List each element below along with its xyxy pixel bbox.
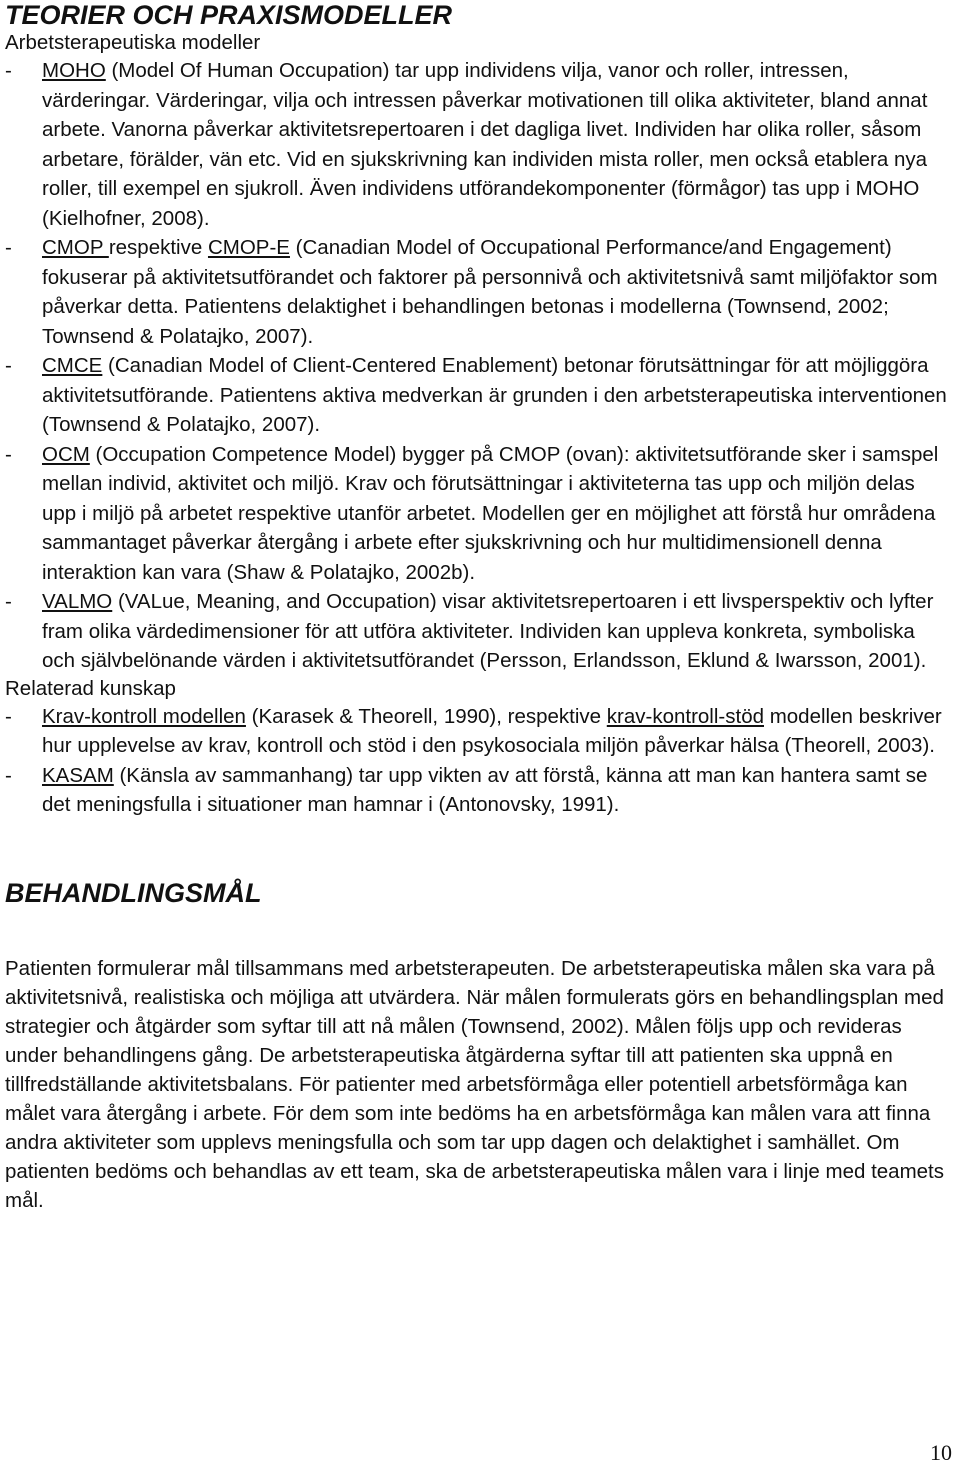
item-text: respektive [108, 236, 208, 259]
treatment-goals-paragraph: Patienten formulerar mål tillsammans med arbetsterapeuten. De arbetsterapeutiska målen ska vara på aktivitetsnivå, realistiska och möjliga att utvärdera. När målen formulerats görs en behandlingsplan med strategier och åtgärder som syftar till att nå målen (Townsend, 2002). Målen följs upp och revideras under behandlingens gång. De arbetsterapeutiska åtgärderna syftar till att patienten ska uppnå en tillfredställande aktivitetsbalans. För patienter med arbetsförmåga eller potentiell arbetsförmåga kan målet vara återgång i arbete. För dem som inte bedöms ha en arbetsförmåga kan målen vara att finna andra aktiviteter som upplevs meningsfulla och som tar upp dagen och delaktighet i samhället. Om patienten bedöms och behandlas av ett team, ska de arbetsterapeutiska målen vara i linje med teamets mål. [5, 956, 944, 1212]
list-dash: - [5, 354, 12, 377]
item-text: (Occupation Competence Model) bygger på CMOP (ovan): aktivitetsutförande sker i samspel mellan individ, aktivitet och miljö. Krav och förutsättningar i aktiviteterna tas upp och miljön delas upp i miljö på arbetet respektive utanför arbetet. Modellen ger en möjlighet att förstå hur områdena sammantaget påverkar återgång i arbete efter sjukskrivning och hur multidimensionell denna interaktion kan vara (Shaw & Polatajko, 2002b). [42, 442, 939, 584]
page-number: 10 [930, 1440, 952, 1465]
list-item-kasam [5, 761, 953, 820]
list-item-cmop [5, 233, 953, 351]
term-kasam: KASAM [42, 763, 114, 787]
subheading-related-knowledge: Relaterad kunskap [5, 676, 176, 700]
term-ocm: OCM [42, 442, 90, 466]
subheading-ot-models: Arbetsterapeutiska modeller [5, 31, 261, 54]
term-cmop: CMOP [42, 236, 109, 259]
item-text: modellen beskriver hur upplevelse av krav, kontroll och stöd i den psykosociala miljön påverkar hälsa (Theorell, 2003). [42, 704, 942, 757]
list-item-krav-kontroll [5, 702, 953, 761]
list-dash: - [5, 236, 12, 259]
term-moho: MOHO [42, 59, 106, 82]
term-krav-kontroll: Krav-kontroll modellen [42, 704, 246, 728]
list-dash: - [5, 59, 12, 82]
item-text: (Canadian Model of Client-Centered Enablement) betonar förutsättningar för att möjliggöra aktivitetsutförande. Patientens aktiva medverkan är grunden i den arbetsterapeutiska interventionen (Townsend & Polatajko, 2007). [42, 354, 947, 436]
document-page [5, 0, 953, 1215]
item-text: (Canadian Model of Occupational Performance/and Engagement) fokuserar på aktivitetsutförandet och faktorer på personnivå och aktivitetsnivå samt miljöfaktor som påverkar detta. Patientens delaktighet i behandlingen betonas i modellerna (Townsend, 2002; Townsend & Polatajko, 2007). [42, 236, 938, 348]
term-cmop-e: CMOP-E [207, 236, 290, 259]
list-item-ocm [5, 440, 953, 588]
item-text: (Model Of Human Occupation) tar upp individens vilja, vanor och roller, intressen, värderingar. Värderingar, vilja och intressen påverkar motivationen till olika aktiviteter, bland annat arbete. Vanorna påverkar aktivitetsrepertoaren i det dagliga livet. Individen har olika roller, såsom arbetare, förälder, vän etc. Vid en sjukskrivning kan individen mista roller, men också etablera nya roller, till exempel en sjukroll. Även individens utförandekomponenter (förmågor) tas upp i MOHO (Kielhofner, 2008). [42, 59, 928, 230]
list-item-cmce [5, 351, 953, 440]
term-valmo: VALMO [42, 590, 113, 613]
list-item-valmo [5, 587, 953, 676]
list-dash: - [5, 442, 12, 466]
section-title-theories: TEORIER OCH PRAXISMODELLER [5, 0, 453, 30]
item-text: (VALue, Meaning, and Occupation) visar aktivitetsrepertoaren i ett livsperspektiv och lyfter fram olika värdedimensioner för att utföra aktiviteter. Individen kan uppleva konkreta, symboliska och självbelönande värden i aktivitetsutförandet (Persson, Erlandsson, Eklund & Iwarsson, 2001). [42, 590, 934, 672]
item-text: (Karasek & Theorell, 1990), respektive [245, 704, 607, 728]
term-krav-kontroll-stod: krav-kontroll-stöd [606, 704, 764, 728]
section-title-treatment-goals: BEHANDLINGSMÅL [5, 877, 262, 908]
list-dash: - [5, 590, 12, 613]
list-item-moho [5, 56, 953, 233]
list-dash: - [5, 704, 12, 728]
term-cmce: CMCE [42, 354, 103, 377]
item-text: (Känsla av sammanhang) tar upp vikten av att förstå, känna att man kan hantera samt se det meningsfulla i situationer man hamnar i (Antonovsky, 1991). [42, 763, 928, 816]
list-dash: - [5, 763, 12, 787]
